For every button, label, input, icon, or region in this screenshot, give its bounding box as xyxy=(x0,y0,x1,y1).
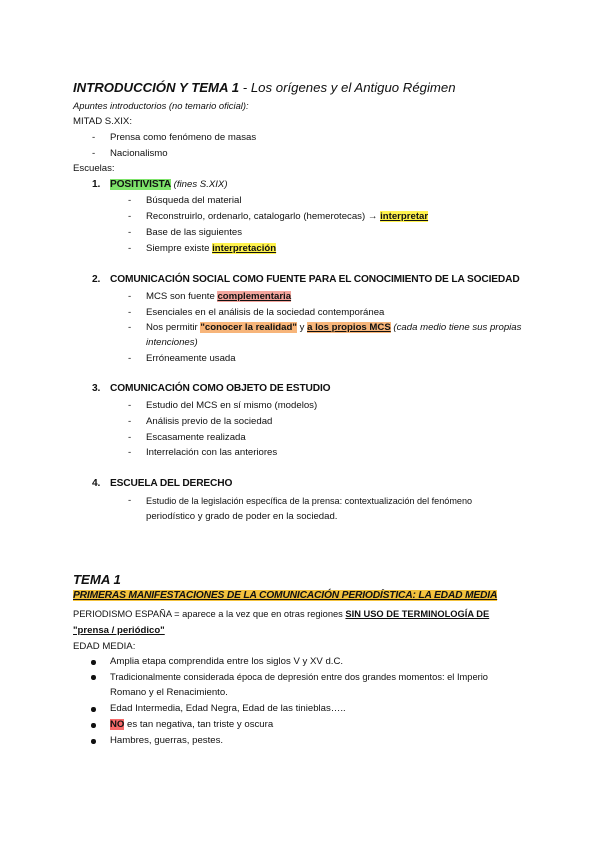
dash-marker: - xyxy=(128,243,132,254)
school-item xyxy=(146,322,521,334)
mitad-item: Nacionalismo xyxy=(110,148,168,159)
school-item: Esenciales en el análisis de la sociedad contemporánea xyxy=(146,307,385,318)
school-name: ESCUELA DEL DERECHO xyxy=(110,478,233,489)
mitad-label: MITAD S.XIX: xyxy=(73,116,132,127)
school-item: Análisis previo de la sociedad xyxy=(146,416,273,427)
school-item: Estudio del MCS en sí mismo (modelos) xyxy=(146,400,318,411)
tema1-subtitle-line xyxy=(73,590,497,602)
school-item xyxy=(146,243,276,255)
tema1-subtitle: PRIMERAS MANIFESTACIONES DE LA COMUNICACIÓN PERIODÍSTICA: LA EDAD MEDIA xyxy=(73,590,498,601)
school-item: Erróneamente usada xyxy=(146,353,236,364)
school-name: POSITIVISTA xyxy=(110,179,171,190)
item-text: MCS son fuente xyxy=(146,291,218,302)
intro-title-bold: INTRODUCCIÓN Y TEMA 1 xyxy=(73,80,240,95)
dash-marker: - xyxy=(128,291,132,302)
school-item: Base de las siguientes xyxy=(146,227,242,238)
school-item xyxy=(146,291,291,303)
dash-marker: - xyxy=(128,447,132,458)
school-item: Escasamente realizada xyxy=(146,432,246,443)
school-name: COMUNICACIÓN COMO OBJETO DE ESTUDIO xyxy=(110,383,331,394)
school-heading xyxy=(110,179,228,191)
bullet-dot xyxy=(91,723,96,728)
item-text: Siempre existe xyxy=(146,243,213,254)
periodismo-bold: SIN USO DE TERMINOLOGÍA DE xyxy=(345,609,490,619)
edad-media-item: Amplia etapa comprendida entre los siglos V y XV d.C. xyxy=(110,656,344,667)
edad-media-item: Edad Intermedia, Edad Negra, Edad de las tinieblas….. xyxy=(110,703,346,714)
dash-marker: - xyxy=(128,400,132,411)
edad-media-item: Hambres, guerras, pestes. xyxy=(110,735,224,746)
highlight-text: complementaria xyxy=(217,291,292,302)
item-note: (cada medio tiene sus propias xyxy=(390,322,522,333)
item-text: Reconstruirlo, ordenarlo, catalogarlo (hemerotecas) → xyxy=(146,211,381,222)
periodismo-bold-cont: "prensa / periódico" xyxy=(73,625,165,636)
tema1-title: TEMA 1 xyxy=(73,572,121,587)
dash-marker: - xyxy=(128,211,132,222)
dash-marker: - xyxy=(92,148,96,159)
intro-title xyxy=(73,80,456,96)
edad-media-label: EDAD MEDIA: xyxy=(73,641,136,652)
escuelas-label: Escuelas: xyxy=(73,163,115,174)
school-number: 4. xyxy=(92,478,101,489)
dash-marker: - xyxy=(128,416,132,427)
highlight-text: interpretación xyxy=(212,243,277,254)
highlight-text: a los propios MCS xyxy=(307,322,391,333)
school-number: 1. xyxy=(92,179,101,190)
school-name: COMUNICACIÓN SOCIAL COMO FUENTE PARA EL CONOCIMIENTO DE LA SOCIEDAD xyxy=(110,274,520,285)
dash-marker: - xyxy=(128,307,132,318)
item-text: es tan negativa, tan triste y oscura xyxy=(124,719,274,730)
mitad-item: Prensa como fenómeno de masas xyxy=(110,132,257,143)
bullet-dot xyxy=(91,707,96,712)
dash-marker: - xyxy=(128,432,132,443)
periodismo-text: PERIODISMO ESPAÑA = aparece a la vez que en otras regiones xyxy=(73,609,346,619)
dash-marker: - xyxy=(128,495,132,506)
highlight-text: NO xyxy=(110,719,125,730)
school-item: periodístico y grado de poder en la sociedad. xyxy=(146,511,338,522)
highlight-text: "conocer la realidad" xyxy=(200,322,297,333)
bullet-dot xyxy=(91,675,96,680)
edad-media-item xyxy=(110,719,273,731)
item-note: intenciones) xyxy=(146,337,198,348)
school-number: 3. xyxy=(92,383,101,394)
dash-marker: - xyxy=(128,322,132,333)
item-text: y xyxy=(296,322,308,333)
edad-media-item: Tradicionalmente considerada época de depresión entre dos grandes momentos: el Imperio xyxy=(110,672,488,682)
bullet-dot xyxy=(91,739,96,744)
edad-media-item: Romano y el Renacimiento. xyxy=(110,687,228,698)
school-item: Búsqueda del material xyxy=(146,195,242,206)
school-item: Estudio de la legislación específica de la prensa: contextualización del fenómeno xyxy=(146,496,473,506)
highlight-text: interpretar xyxy=(380,211,429,222)
item-text: Nos permitir xyxy=(146,322,201,333)
dash-marker: - xyxy=(128,353,132,364)
bullet-dot xyxy=(91,660,96,665)
dash-marker: - xyxy=(92,132,96,143)
periodismo-line xyxy=(73,608,489,620)
dash-marker: - xyxy=(128,195,132,206)
intro-subtitle: Apuntes introductorios (no temario oficial): xyxy=(73,100,249,111)
school-item xyxy=(146,211,428,223)
school-item: Interrelación con las anteriores xyxy=(146,447,278,458)
dash-marker: - xyxy=(128,227,132,238)
school-number: 2. xyxy=(92,274,101,285)
school-note: (fines S.XIX) xyxy=(171,179,228,190)
intro-title-rest: - Los orígenes y el Antiguo Régimen xyxy=(239,80,456,95)
